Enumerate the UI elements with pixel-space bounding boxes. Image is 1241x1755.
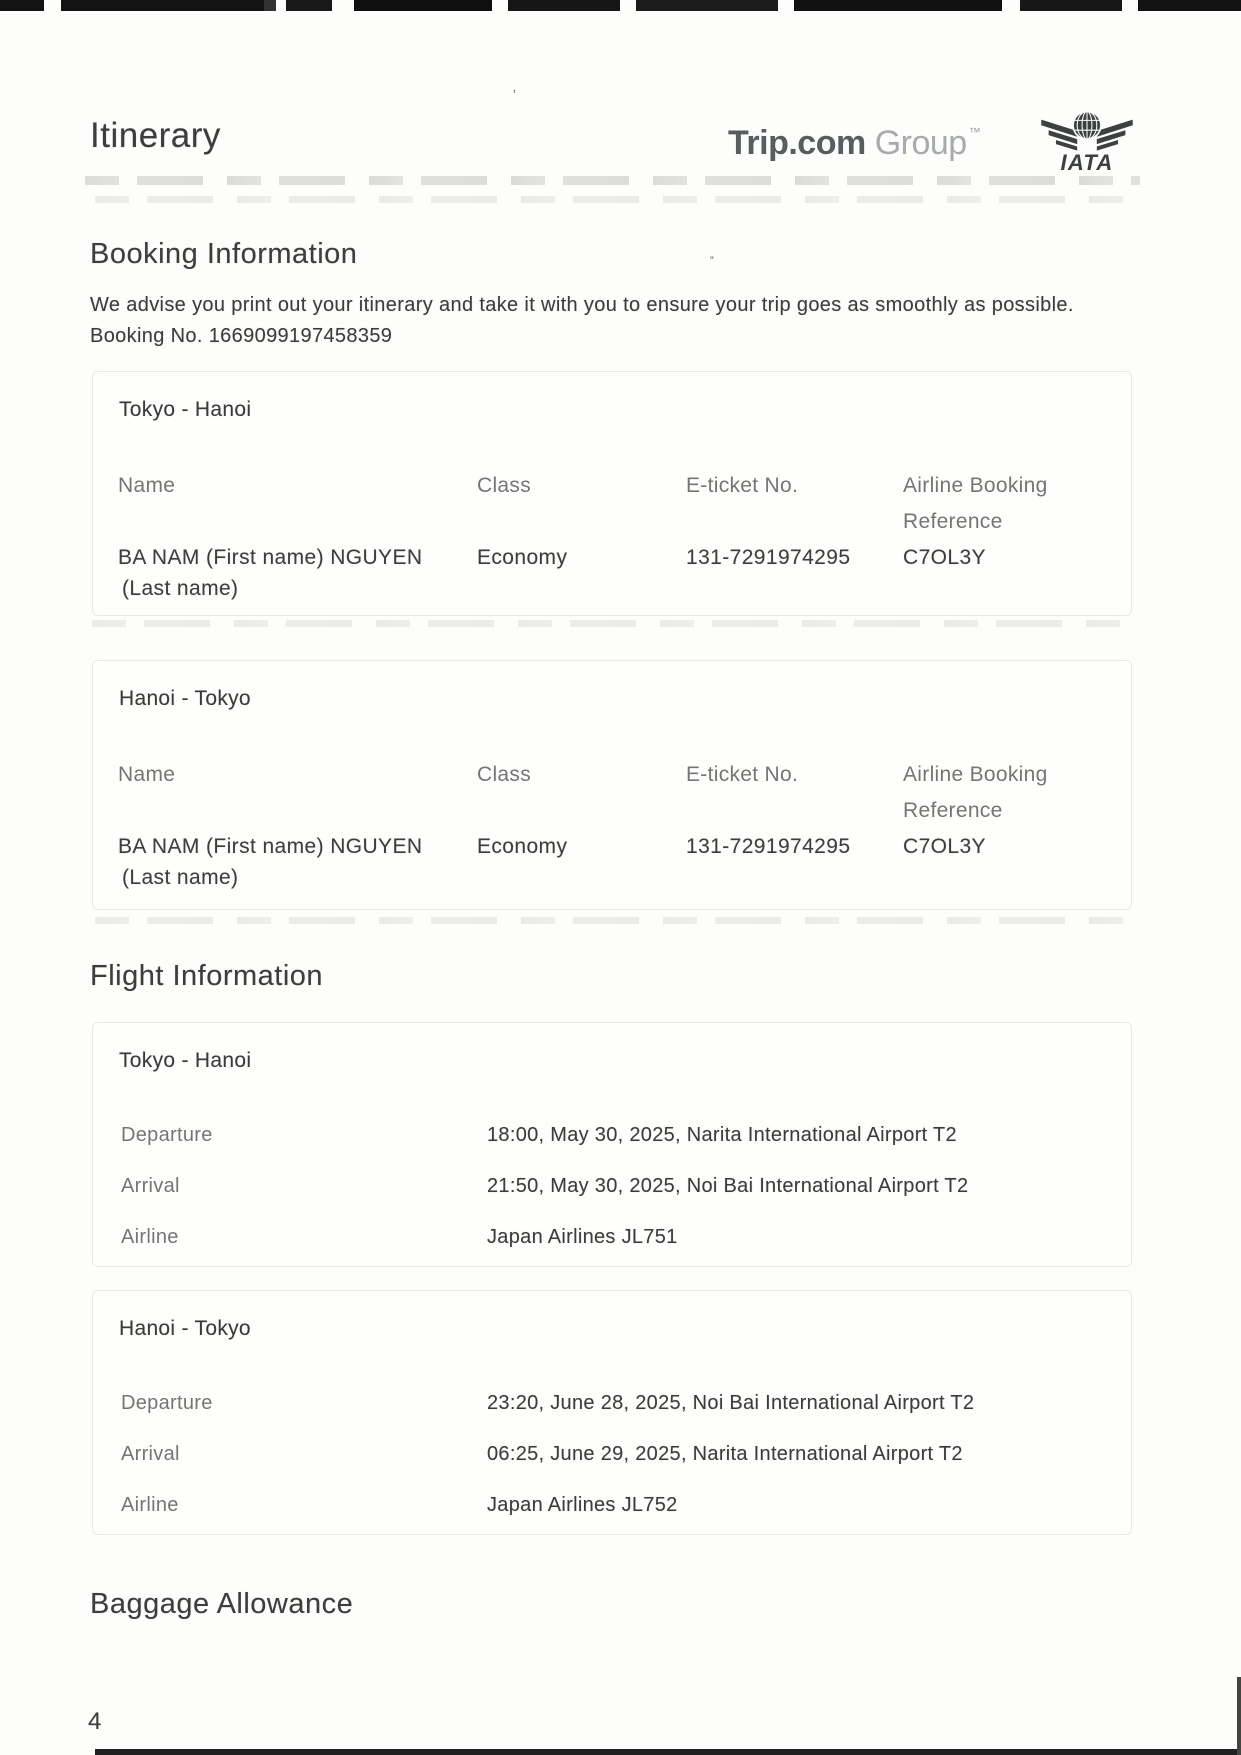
passenger-airline-ref: C7OL3Y (903, 835, 986, 858)
airline-label: Airline (121, 1494, 179, 1516)
baggage-allowance-heading: Baggage Allowance (90, 1588, 354, 1620)
scan-artifact-streak (95, 196, 1125, 203)
iata-logo-graphic (1038, 100, 1136, 180)
flight-detail-row (121, 1174, 1111, 1198)
departure-value: 18:00, May 30, 2025, Narita International Airport T2 (487, 1124, 957, 1146)
route-label: Tokyo - Hanoi (119, 398, 252, 421)
route-label: Hanoi - Tokyo (119, 687, 251, 710)
trademark-symbol: ™ (968, 125, 981, 139)
route-label: Tokyo - Hanoi (119, 1049, 252, 1072)
column-header-eticket: E-ticket No. (686, 763, 799, 786)
booking-card-tokyo-hanoi (92, 371, 1132, 616)
airline-value: Japan Airlines JL751 (487, 1226, 678, 1248)
airline-label: Airline (121, 1226, 179, 1248)
scan-artifact-speck: ’ (513, 87, 516, 102)
departure-value: 23:20, June 28, 2025, Noi Bai International Airport T2 (487, 1392, 975, 1414)
column-header-class: Class (477, 474, 532, 497)
flight-detail-row (121, 1442, 1111, 1466)
scan-artifact-bottom-bar (95, 1749, 1241, 1755)
passenger-class: Economy (477, 546, 568, 569)
scan-artifact-top-bar (0, 0, 1241, 11)
scan-artifact-right-edge (1237, 1677, 1241, 1755)
airline-value: Japan Airlines JL752 (487, 1494, 678, 1516)
flight-detail-row (121, 1493, 1111, 1517)
scan-artifact-streak (92, 620, 1127, 627)
route-label: Hanoi - Tokyo (119, 1317, 251, 1340)
scan-artifact-streak (85, 176, 1140, 185)
passenger-eticket: 131-7291974295 (686, 835, 851, 858)
iata-logo-text: IATA (1060, 150, 1114, 176)
column-header-airline-ref: Airline Booking Reference (903, 763, 1048, 822)
flight-detail-row (121, 1123, 1111, 1147)
passenger-name: BA NAM (First name) NGUYEN (Last name) (118, 835, 423, 889)
arrival-label: Arrival (121, 1443, 180, 1465)
page-title: Itinerary (90, 116, 221, 155)
passenger-name: BA NAM (First name) NGUYEN (Last name) (118, 546, 423, 600)
scan-artifact-streak (95, 917, 1123, 924)
scan-artifact-speck: ‟ (710, 254, 714, 268)
arrival-value: 06:25, June 29, 2025, Narita International Airport T2 (487, 1443, 963, 1465)
group-logo-text: Group (874, 124, 967, 162)
arrival-value: 21:50, May 30, 2025, Noi Bai International Airport T2 (487, 1175, 969, 1197)
passenger-airline-ref: C7OL3Y (903, 546, 986, 569)
tripcom-logo-text: Trip.com (728, 124, 866, 162)
booking-number: Booking No. 1669099197458359 (90, 325, 393, 347)
column-header-name: Name (118, 474, 176, 497)
flight-card-tokyo-hanoi (92, 1022, 1132, 1267)
booking-information-heading: Booking Information (90, 238, 358, 270)
departure-label: Departure (121, 1392, 213, 1414)
page-number: 4 (88, 1708, 102, 1735)
flight-details (121, 1391, 1111, 1544)
advisory-text: We advise you print out your itinerary and take it with you to ensure your trip goes as smoothly as possible. (90, 294, 1074, 316)
passenger-table (118, 468, 1111, 604)
flight-detail-row (121, 1225, 1111, 1249)
booking-advisory (90, 290, 1160, 352)
flight-detail-row (121, 1391, 1111, 1415)
column-header-airline-ref: Airline Booking Reference (903, 474, 1048, 533)
passenger-table (118, 757, 1111, 893)
departure-label: Departure (121, 1124, 213, 1146)
flight-details (121, 1123, 1111, 1276)
column-header-eticket: E-ticket No. (686, 474, 799, 497)
flight-card-hanoi-tokyo (92, 1290, 1132, 1535)
flight-information-heading: Flight Information (90, 960, 324, 992)
column-header-class: Class (477, 763, 532, 786)
arrival-label: Arrival (121, 1175, 180, 1197)
booking-card-hanoi-tokyo (92, 660, 1132, 910)
passenger-class: Economy (477, 835, 568, 858)
tripcom-group-logo (728, 124, 981, 163)
iata-logo (1038, 100, 1136, 180)
passenger-eticket: 131-7291974295 (686, 546, 851, 569)
column-header-name: Name (118, 763, 176, 786)
